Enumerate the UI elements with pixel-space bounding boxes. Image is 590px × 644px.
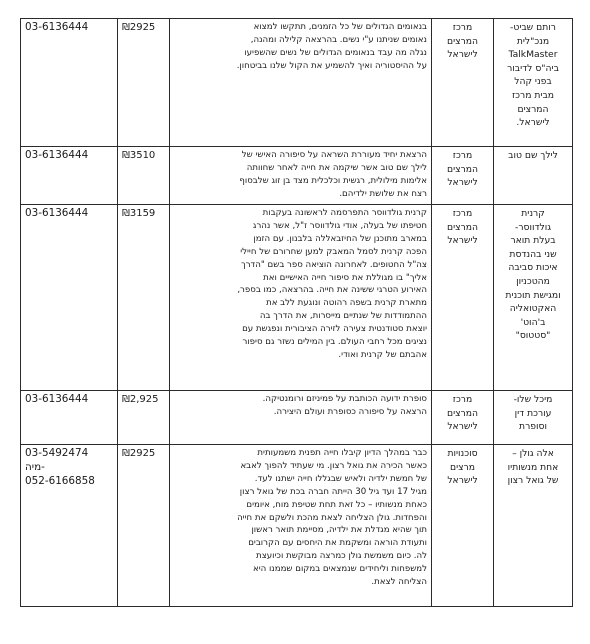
phone-cell <box>21 19 118 147</box>
lecture-description-line: ותעודת הוראה ומשקמת את היחסים עם הקרובים <box>248 538 427 549</box>
agency-line: מרצים <box>449 461 476 473</box>
lecturer-name-line: האקטואליה <box>509 303 557 315</box>
lecture-description-line: הצליחה לצאת. <box>371 577 427 588</box>
lecturer-name-line: ביה"ס לדיבור <box>507 62 559 74</box>
lecture-description-cell <box>170 205 432 391</box>
agency-line: המרצים <box>446 221 479 233</box>
price-cell: ₪2,925 <box>118 391 170 445</box>
lecture-description-cell <box>170 445 432 607</box>
lecturer-name-line: אחת מנשותיו <box>507 461 559 473</box>
phone-cell <box>21 391 118 445</box>
agency-line: לישראל <box>447 49 478 61</box>
lecture-description-line: אליך" בו מגוללת את סיפור חייה האישיים ואת <box>263 272 427 283</box>
lecture-description-line: כאשר הכירה את גואל רצון. מי שעתיד להפוך לאבא <box>240 460 427 471</box>
phone-line: 052-6166858 <box>25 474 95 487</box>
agency-line: סוכנויות <box>447 448 478 459</box>
lecturer-name-line: וסופרת <box>519 421 547 433</box>
lecture-description-line: יוצאת סטודנטית צעירה לזירה הציבורית ונפגשת עם <box>242 324 427 335</box>
lecturer-name-line: לילך שם טוב <box>508 150 558 161</box>
lecturer-name-line: "סטטוס" <box>515 330 551 342</box>
lecture-description-line: אהבתם של קרנית ואודי. <box>338 349 427 360</box>
lecturer-name-line: TalkMaster <box>508 49 558 61</box>
lecture-description-line: נציגים מכל רחבי העולם. בין המילים נשזר גם סיפור <box>242 337 427 348</box>
lecturer-name-line: בפני קהל <box>514 76 552 88</box>
lecturer-name-line: בעלת תואר <box>510 235 556 247</box>
lecturer-name-line: עורכת דין <box>514 407 552 419</box>
lecture-description-line: על ההיסטוריה ואיך להשמיע את הקול שלנו בביטחון. <box>236 60 427 71</box>
lecturer-name-line: איכות סביבה <box>508 262 558 274</box>
lecturer-name-line: שני בהנדסת <box>509 248 557 260</box>
document-page <box>20 18 572 607</box>
phone-line: 03-6136444 <box>25 393 89 405</box>
lecturer-name-cell <box>494 19 573 147</box>
table-row <box>21 205 573 391</box>
lecture-description-line: הרצאת יחיד מעוררת השראה על סיפורה האישי של <box>241 150 427 160</box>
lecture-description-line: קרנית גולדווסר התפרסמה לראשונה בעקבות <box>262 208 427 218</box>
lecturer-name-line: מבית מרכז <box>511 89 555 101</box>
lecture-description-line: נאומים שניתנו ע"י נשים. בהרצאה קלילה ומהנה, <box>250 34 427 45</box>
agency-line: מרכז <box>452 150 473 161</box>
phone-line: מיה- <box>25 460 45 473</box>
lecture-description-cell <box>170 19 432 147</box>
lecture-description-line: והפחדות. גולן הצליחה לצאת מהכת ולשקם את חייה <box>237 512 427 523</box>
phone-line: 03-6136444 <box>25 207 89 219</box>
lecture-description-line: בנאומים הגדולים של כל הזמנים, תתקשו למצוא <box>253 22 427 32</box>
lecture-description-line: מגיל 17 ועד גיל 30 הייתה חברה בכת של גואל רצון <box>239 486 427 497</box>
lecture-description-line: צה"ל החטופים. לאחרונה הוציאה ספר בשם "הדרך <box>241 259 427 270</box>
phone-cell <box>21 205 118 391</box>
lecturer-name-line: קרנית <box>521 208 545 219</box>
lecture-description-line: סופרת ידועה הכותבת על פמיניזם ורומנטיקה. <box>262 394 427 404</box>
lecture-description-line: הרצאה על סיפורה כסופרת ועולם היצירה. <box>273 406 427 417</box>
lecturer-name-cell <box>494 147 573 205</box>
agency-line: מרכז <box>452 22 473 33</box>
lecturer-name-line: לישראל. <box>516 117 550 129</box>
agency-cell <box>432 147 494 205</box>
agency-line: לישראל <box>447 475 478 487</box>
phone-cell <box>21 445 118 607</box>
lecturer-name-line: אלה גולן – <box>512 448 554 459</box>
lecture-description-line: כבר במהלך הדיון קיבלו חייה תפנית משמעותית <box>257 448 427 458</box>
agency-line: המרצים <box>446 163 479 175</box>
lecture-description-line: תוך שהיא מגדלת את ילדיה, מסיימת תואר ראשון <box>251 525 427 536</box>
price-cell: ₪3510 <box>118 147 170 205</box>
price-cell: ₪3159 <box>118 205 170 391</box>
phone-line: 03-6136444 <box>25 149 89 161</box>
lecturer-name-line: של גואל רצון <box>507 475 559 487</box>
price-cell: ₪2925 <box>118 445 170 607</box>
agency-cell <box>432 19 494 147</box>
lecturer-name-line: ב'הוט' <box>520 316 546 328</box>
agency-cell <box>432 205 494 391</box>
agency-line: לישראל <box>447 235 478 247</box>
lecture-description-cell <box>170 391 432 445</box>
lecturers-table <box>20 18 573 607</box>
lecturer-name-line: מיכל שלו- <box>513 394 553 405</box>
lecturers-table-body <box>21 19 573 607</box>
lecturer-name-cell <box>494 391 573 445</box>
lecture-description-line: נגלה מה עבד בנאומים הגדולים של נשים שהשפיעו <box>244 47 427 58</box>
table-row <box>21 391 573 445</box>
lecture-description-line: הפכה קרנית לסמל המאבק למען שחרורם של חיילי <box>240 246 427 257</box>
lecturer-name-line: גולדווסר- <box>515 221 551 233</box>
agency-cell <box>432 391 494 445</box>
agency-line: מרכז <box>452 394 473 405</box>
table-row <box>21 147 573 205</box>
lecturer-name-line: מנכ"לית <box>516 35 550 47</box>
agency-line: המרצים <box>446 35 479 47</box>
lecturer-name-line: מהטכניון <box>516 275 550 287</box>
lecture-description-line: למשפחות וליחידים שנמצאים במקום שממנו היא <box>252 564 427 575</box>
phone-cell <box>21 147 118 205</box>
price-cell: ₪2925 <box>118 19 170 147</box>
lecture-description-line: כאחת מנשותיו – כל זאת תחת שטיפת מוח, איומים <box>246 499 427 510</box>
lecture-description-line: רצח את שלושת ילדיהם. <box>339 188 427 199</box>
lecturer-name-line: המרצים <box>517 103 549 115</box>
lecture-description-line: לה. כיום משמשת גולן כמרצה מבוקשת וכיועצת <box>256 551 427 562</box>
agency-line: לישראל <box>447 421 478 433</box>
lecture-description-line: מתארת קרנית בשפה רהוטה ונוגעת ללב את <box>266 298 427 309</box>
lecture-description-cell <box>170 147 432 205</box>
lecturer-name-cell <box>494 205 573 391</box>
lecturer-name-line: רותם שביט- <box>510 22 556 33</box>
agency-line: לישראל <box>447 177 478 189</box>
lecture-description-line: האירוע הטרגי ששינה את חייה. בהרצאה, כמו בספר, <box>237 285 427 296</box>
agency-line: המרצים <box>446 407 479 419</box>
lecture-description-line: של חמשת ילדיה ולאיש שבגללו חייה ישתנו לעד. <box>254 473 427 484</box>
lecturer-name-line: ומגישת תוכנית <box>505 289 561 301</box>
lecture-description-line: חטיפתו של בעלה, אודי גולדווסר ז"ל, אשר נהרג <box>252 220 427 231</box>
lecture-description-line: לילך שם טוב אשר שיקמה את חייה לאחר שחוותה <box>246 162 427 173</box>
lecturer-name-cell <box>494 445 573 607</box>
phone-line: 03-5492474 <box>25 447 89 459</box>
lecture-description-line: במארב מתוכנן של החיזבאללה בלבנון. עם הזמן <box>253 233 427 244</box>
table-row <box>21 19 573 147</box>
lecture-description-line: אלימות מילולית, רגשית וכלכלית מצד בן זוג שלבסוף <box>239 175 427 186</box>
agency-line: מרכז <box>452 208 473 219</box>
agency-cell <box>432 445 494 607</box>
table-row <box>21 445 573 607</box>
phone-line: 03-6136444 <box>25 21 89 33</box>
lecture-description-line: ההתמודדות של שנתיים מייסרות, את הדרך בה <box>259 311 427 322</box>
